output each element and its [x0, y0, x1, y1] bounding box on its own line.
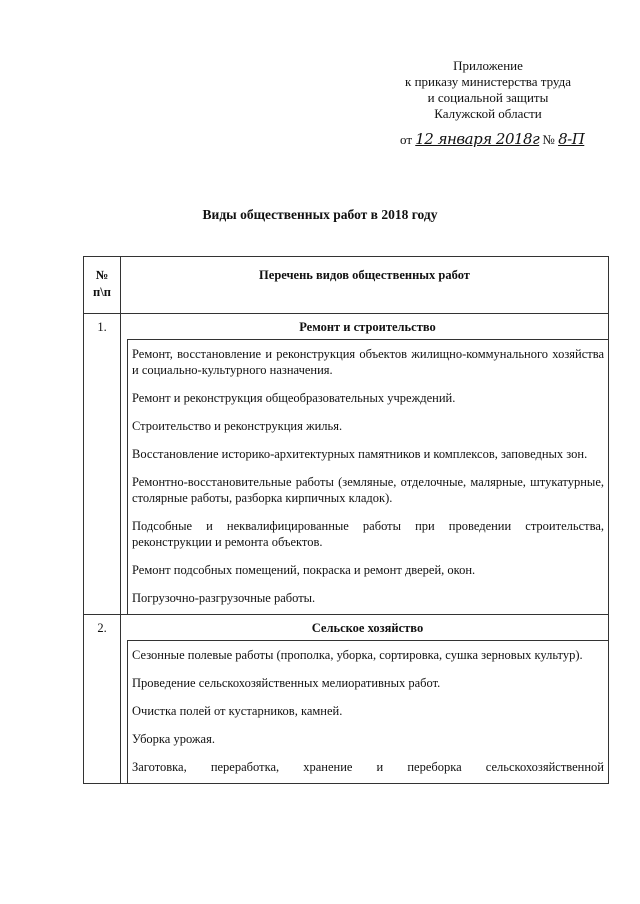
section-items — [127, 641, 608, 783]
appendix-line: и социальной защиты — [427, 90, 549, 105]
header-list-cell — [121, 257, 609, 314]
section-cell — [121, 314, 609, 615]
order-reference — [400, 130, 584, 148]
order-prefix: от — [400, 132, 413, 147]
list-item: Уборка урожая. — [132, 732, 215, 746]
list-item: Сезонные полевые работы (прополка, уборка, сортировка, сушка зерновых культур). — [132, 648, 583, 662]
order-number-label: № — [542, 132, 555, 147]
column-header-list: Перечень видов общественных работ — [259, 268, 470, 282]
list-item: Восстановление историко-архитектурных памятников и комплексов, заповедных зон. — [132, 447, 588, 461]
appendix-line: Калужской области — [434, 106, 542, 121]
document-title: Виды общественных работ в 2018 году — [202, 207, 438, 222]
list-item: Подсобные и неквалифицированные работы при проведении строительства, реконструкции и ремонта объектов. — [132, 519, 604, 549]
list-item: Ремонтно-восстановительные работы (земляные, отделочные, малярные, штукатурные, столярные работы, разборка кирпичных кладок). — [132, 475, 604, 505]
handwritten-order-number: 8-П — [558, 130, 585, 148]
list-item: Ремонт подсобных помещений, покраска и ремонт дверей, окон. — [132, 563, 476, 577]
section-number-cell — [84, 615, 121, 784]
appendix-line: Приложение — [453, 58, 523, 73]
header-num-cell — [84, 257, 121, 314]
table-header-row — [84, 257, 609, 314]
section-title: Сельское хозяйство — [127, 615, 608, 641]
list-item: Погрузочно-разгрузочные работы. — [132, 591, 316, 605]
column-header-number: № п\п — [93, 268, 112, 299]
section-number: 2. — [97, 621, 107, 635]
list-item: Заготовка, переработка, хранение и переборка сельскохозяйственной — [132, 760, 604, 774]
section-title: Ремонт и строительство — [127, 314, 608, 340]
section-number-cell — [84, 314, 121, 615]
appendix-block — [388, 58, 588, 122]
table-row — [84, 615, 609, 784]
list-item: Строительство и реконструкция жилья. — [132, 419, 343, 433]
works-table — [83, 256, 609, 784]
section-cell — [121, 615, 609, 784]
list-item: Ремонт и реконструкция общеобразовательных учреждений. — [132, 391, 456, 405]
table-row — [84, 314, 609, 615]
list-item: Ремонт, восстановление и реконструкция объектов жилищно-коммунального хозяйства и социально-культурного назначения. — [132, 347, 604, 377]
section-number: 1. — [97, 320, 107, 334]
list-item: Проведение сельскохозяйственных мелиоративных работ. — [132, 676, 441, 690]
section-items — [127, 340, 608, 614]
appendix-line: к приказу министерства труда — [405, 74, 571, 89]
handwritten-order-date: 12 января 2018г — [415, 130, 540, 148]
list-item: Очистка полей от кустарников, камней. — [132, 704, 343, 718]
